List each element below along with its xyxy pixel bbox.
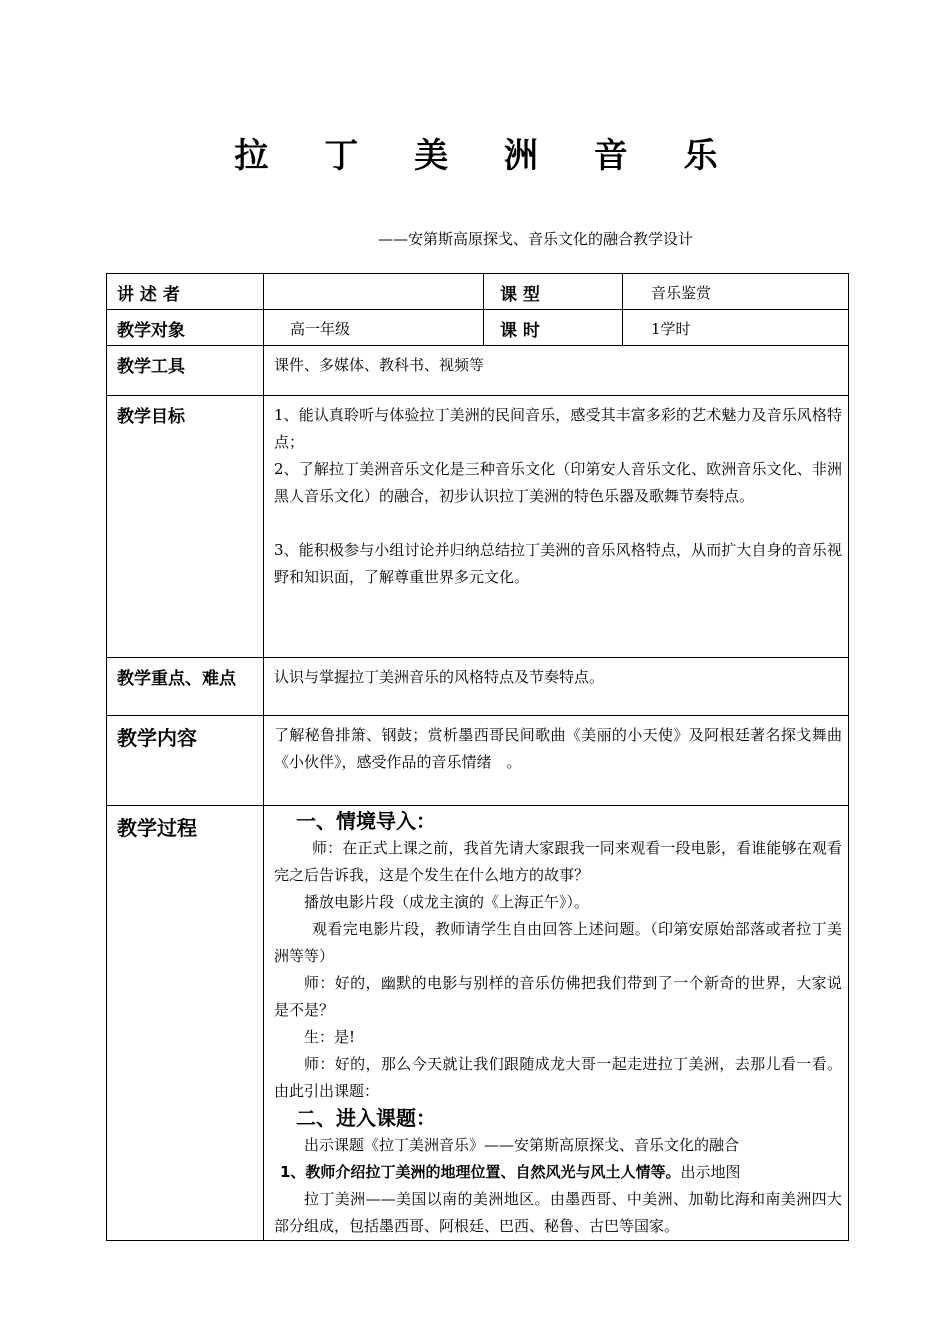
table-row-goals [107, 396, 849, 658]
goals-value [264, 396, 849, 658]
keypoints-value: 认识与掌握拉丁美洲音乐的风格特点及节奏特点。 [264, 658, 849, 716]
table-row-process [107, 806, 849, 1241]
process-paragraph: 观看完电影片段，教师请学生自由回答上述问题。（印第安原始部落或者拉丁美洲等等） [274, 920, 842, 965]
point-1-bold: 1、教师介绍拉丁美洲的地理位置、自然风光与风土人情等。 [280, 1163, 681, 1181]
point-1-rest: 出示地图 [680, 1163, 741, 1181]
lesson-plan-table [106, 273, 849, 1241]
point-1 [274, 1159, 842, 1186]
goal-item: 1、能认真聆听与体验拉丁美洲的民间音乐，感受其丰富多彩的艺术魅力及音乐风格特点； [274, 406, 842, 451]
process-label: 教学过程 [107, 806, 264, 1241]
process-paragraph: 师：好的，幽默的电影与别样的音乐仿佛把我们带到了一个新奇的世界，大家说是不是？ [274, 974, 842, 1019]
page-subtitle: ——安第斯高原探戈、音乐文化的融合教学设计 [378, 230, 694, 248]
duration-value: 1学时 [623, 310, 849, 346]
lesson-type-label: 课 型 [484, 274, 623, 310]
audience-value: 高一年级 [264, 310, 484, 346]
lesson-type-value: 音乐鉴赏 [623, 274, 849, 310]
topic-line: 出示课题《拉丁美洲音乐》——安第斯高原探戈、音乐文化的融合 [304, 1136, 740, 1154]
tools-label: 教学工具 [107, 346, 264, 396]
tools-value: 课件、多媒体、教科书、视频等 [264, 346, 849, 396]
process-value [264, 806, 849, 1241]
table-row-tools [107, 346, 849, 396]
geo-paragraph: 拉丁美洲——美国以南的美洲地区。由墨西哥、中美洲、加勒比海和南美洲四大部分组成，包括墨西哥、阿根廷、巴西、秘鲁、古巴等国家。 [274, 1190, 842, 1235]
section-heading-intro: 一、情境导入： [296, 809, 436, 833]
table-row-audience [107, 310, 849, 346]
goal-item: 3、能积极参与小组讨论并归纳总结拉丁美洲的音乐风格特点，从而扩大自身的音乐视野和知识面，了解尊重世界多元文化。 [274, 541, 842, 586]
table-row-content [107, 716, 849, 806]
process-paragraph: 师：好的，那么今天就让我们跟随成龙大哥一起走进拉丁美洲，去那儿看一看。由此引出课题： [274, 1055, 842, 1100]
presenter-value [264, 274, 484, 310]
audience-label: 教学对象 [107, 310, 264, 346]
process-paragraph: 师：在正式上课之前，我首先请大家跟我一同来观看一段电影，看谁能够在观看完之后告诉我，这是个发生在什么地方的故事？ [274, 839, 842, 884]
presenter-label: 讲 述 者 [107, 274, 264, 310]
section-heading-topic: 二、进入课题： [296, 1106, 436, 1130]
table-row-keypoints [107, 658, 849, 716]
content-label: 教学内容 [107, 716, 264, 806]
keypoints-label: 教学重点、难点 [107, 658, 264, 716]
content-value [264, 716, 849, 806]
table-row-presenter [107, 274, 849, 310]
process-paragraph: 生：是! [304, 1028, 356, 1046]
content-text: 了解秘鲁排箫、钢鼓；赏析墨西哥民间歌曲《美丽的小天使》及阿根廷著名探戈舞曲《小伙伴》，感受作品的音乐情绪 。 [274, 726, 842, 771]
goals-label: 教学目标 [107, 396, 264, 658]
process-paragraph: 播放电影片段（成龙主演的《上海正午》）。 [304, 893, 590, 911]
duration-label: 课 时 [484, 310, 623, 346]
page-title: 拉 丁 美 洲 音 乐 [234, 136, 740, 176]
goal-item: 2、了解拉丁美洲音乐文化是三种音乐文化（印第安人音乐文化、欧洲音乐文化、非洲黑人音乐文化）的融合，初步认识拉丁美洲的特色乐器及歌舞节奏特点。 [274, 460, 842, 505]
